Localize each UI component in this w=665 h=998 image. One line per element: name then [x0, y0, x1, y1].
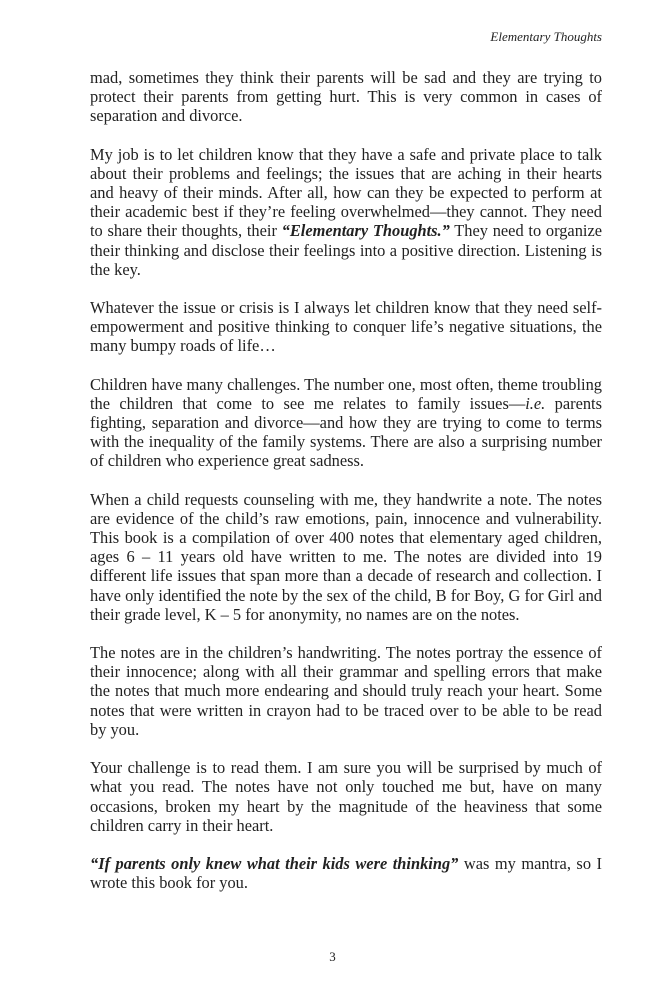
paragraph-3-text: Whatever the issue or crisis is I always let children know that they need self-empowerment and positive thinking to conquer life’s negative situations, the many bumpy roads of life… — [90, 298, 602, 356]
running-header-title: Elementary Thoughts — [490, 29, 602, 44]
paragraph-7 — [90, 758, 602, 835]
page-body — [90, 68, 602, 911]
paragraph-1 — [90, 68, 602, 126]
paragraph-6-text: The notes are in the children’s handwriting. The notes portray the essence of their innocence; along with all their grammar and spelling errors that make the notes that much more endearing and should truly reach your heart. Some notes that were written in crayon had to be traced over to be able to be read by you. — [90, 643, 602, 739]
paragraph-4-text-b: parents fighting, separation and divorce—and how they are trying to come to terms with the inequality of the family systems. There are also a surprising number of children who experience great sadness. — [90, 393, 602, 471]
mantra-quote-emphasis: “If parents only knew what their kids were thinking” — [90, 853, 459, 873]
paragraph-5-text: When a child requests counseling with me, they handwrite a note. The notes are evidence of the child’s raw emotions, pain, innocence and vulnerability. This book is a compilation of over 400 notes that elementary aged children, ages 6 – 11 years old have written to me. The notes are divided into 19 different life issues that span more than a decade of research and collection. I have only identified the note by the sex of the child, B for Boy, G for Girl and their grade level, K – 5 for anonymity, no names are on the notes. — [90, 489, 602, 624]
paragraph-6 — [90, 643, 602, 739]
paragraph-8 — [90, 854, 602, 892]
paragraph-3 — [90, 298, 602, 356]
page-number: 3 — [329, 949, 336, 964]
paragraph-4 — [90, 375, 602, 471]
paragraph-1-text: mad, sometimes they think their parents will be sad and they are trying to protect their parents from getting hurt. This is very common in cases of separation and divorce. — [90, 68, 602, 126]
paragraph-2-text-a: My job is to let children know that they have a safe and private place to talk about their problems and feelings; the issues that are aching in their hearts and heavy of their minds. After all, how can they be expected to perform at their academic best if they’re feeling overwhelmed—they cannot. They need to share their thoughts, their — [90, 144, 602, 241]
paragraph-2 — [90, 145, 602, 279]
ie-abbreviation: i.e. — [525, 393, 546, 413]
paragraph-2-text-b: They need to organize their thinking and disclose their feelings into a positive direction. Listening is the key. — [90, 221, 602, 279]
paragraph-8-text: was my mantra, so I wrote this book for you. — [90, 853, 602, 893]
paragraph-4-text-a: Children have many challenges. The number one, most often, theme troubling the children that come to see me relates to family issues— — [90, 374, 602, 413]
book-title-emphasis: “Elementary Thoughts.” — [281, 221, 450, 241]
paragraph-7-text: Your challenge is to read them. I am sure you will be surprised by much of what you read. The notes have not only touched me but, have on many occasions, broken my heart by the magnitude of the heaviness that some children carry in their heart. — [90, 758, 602, 835]
paragraph-5 — [90, 490, 602, 624]
